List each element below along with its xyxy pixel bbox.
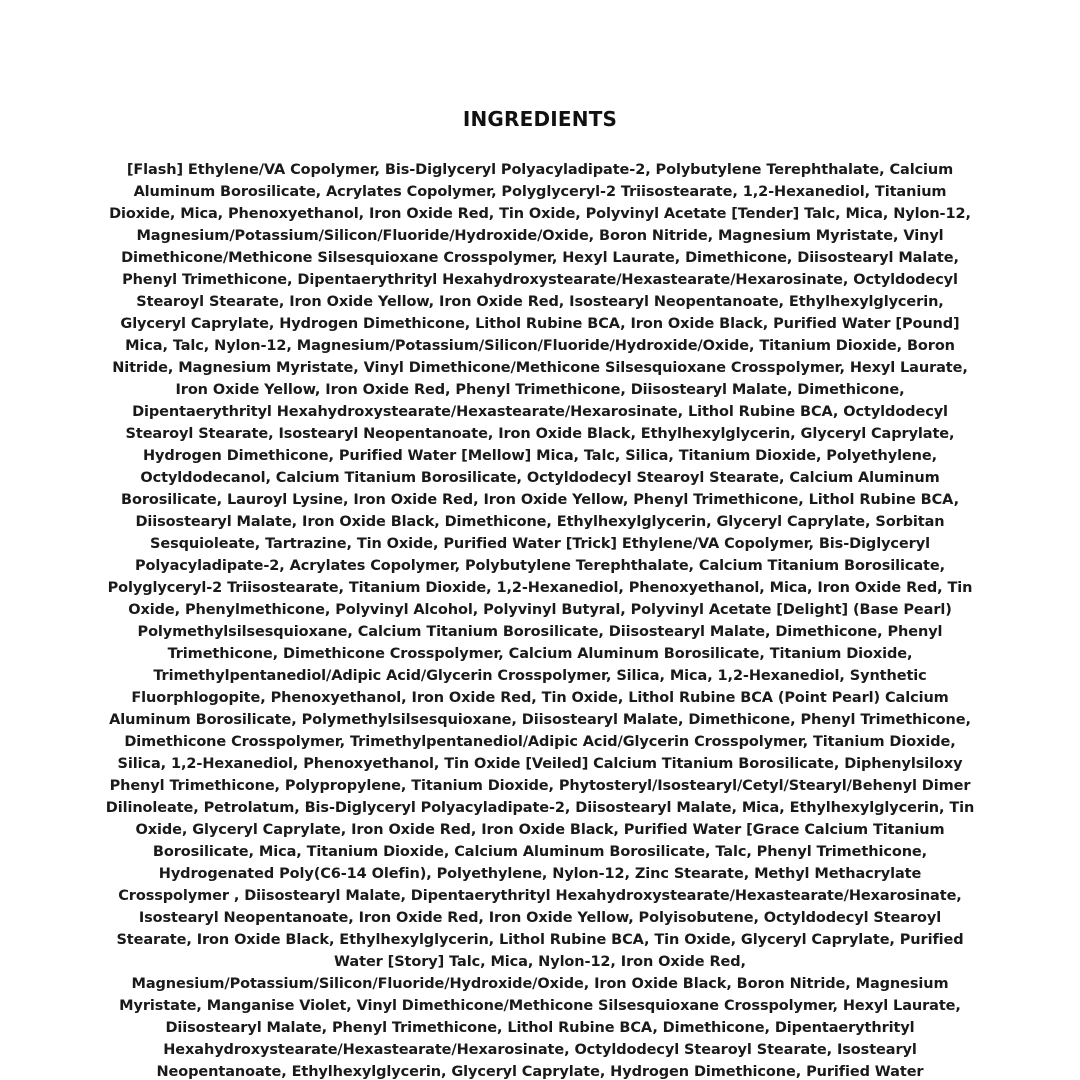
ingredients-list: [Flash] Ethylene/VA Copolymer, Bis-Diglyceryl Polyacyladipate-2, Polybutylene Terephthalate, Calcium Aluminum Borosilicate, Acrylates Copolymer, Polyglyceryl-2 Triisostearate, 1,2-Hexanediol, Titanium Dioxide, Mica, Phenoxyethanol, Iron Oxide Red, Tin Oxide, Polyvinyl Acetate [Tender] Talc, Mica, Nylon-12, Magnesium/Potassium/Silicon/Fluoride/Hydroxide/Oxide, Boron Nitride, Magnesium Myristate, Vinyl Dimethicone/Methicone Silsesquioxane Crosspolymer, Hexyl Laurate, Dimethicone, Diisostearyl Malate, Phenyl Trimethicone, Dipentaerythrityl Hexahydroxystearate/Hexastearate/Hexarosinate, Octyldodecyl Stearoyl Stearate, Iron Oxide Yellow, Iron Oxide Red, Isostearyl Neopentanoate, Ethylhexylglycerin, Glyceryl Caprylate, Hydrogen Dimethicone, Lithol Rubine BCA, Iron Oxide Black, Purified Water [Pound] Mica, Talc, Nylon-12, Magnesium/Potassium/Silicon/Fluoride/Hydroxide/Oxide, Titanium Dioxide, Boron Nitride, Magnesium Myristate, Vinyl Dimethicone/Methicone Silsesquioxane Crosspolymer, Hexyl Laurate, Iron Oxide Yellow, Iron Oxide Red, Phenyl Trimethicone, Diisostearyl Malate, Dimethicone, Dipentaerythrityl Hexahydroxystearate/Hexastearate/Hexarosinate, Lithol Rubine BCA, Octyldodecyl Stearoyl Stearate, Isostearyl Neopentanoate, Iron Oxide Black, Ethylhexylglycerin, Glyceryl Caprylate, Hydrogen Dimethicone, Purified Water [Mellow] Mica, Talc, Silica, Titanium Dioxide, Polyethylene, Octyldodecanol, Calcium Titanium Borosilicate, Octyldodecyl Stearoyl Stearate, Calcium Aluminum Borosilicate, Lauroyl Lysine, Iron Oxide Red, Iron Oxide Yellow, Phenyl Trimethicone, Lithol Rubine BCA, Diisostearyl Malate, Iron Oxide Black, Dimethicone, Ethylhexylglycerin, Glyceryl Caprylate, Sorbitan Sesquioleate, Tartrazine, Tin Oxide, Purified Water [Trick] Ethylene/VA Copolymer, Bis-Diglyceryl Polyacyladipate-2, Acrylates Copolymer, Polybutylene Terephthalate, Calcium Titanium Borosilicate, Polyglyceryl-2 Triisostearate, Titanium Dioxide, 1,2-Hexanediol, Phenoxyethanol, Mica, Iron Oxide Red, Tin Oxide, Phenylmethicone, Polyvinyl Alcohol, Polyvinyl Butyral, Polyvinyl Acetate [Delight] (Base Pearl) Polymethylsilsesquioxane, Calcium Titanium Borosilicate, Diisostearyl Malate, Dimethicone, Phenyl Trimethicone, Dimethicone Crosspolymer, Calcium Aluminum Borosilicate, Titanium Dioxide, Trimethylpentanediol/Adipic Acid/Glycerin Crosspolymer, Silica, Mica, 1,2-Hexanediol, Synthetic Fluorphlogopite, Phenoxyethanol, Iron Oxide Red, Tin Oxide, Lithol Rubine BCA (Point Pearl) Calcium Aluminum Borosilicate, Polymethylsilsesquioxane, Diisostearyl Malate, Dimethicone, Phenyl Trimethicone, Dimethicone Crosspolymer, Trimethylpentanediol/Adipic Acid/Glycerin Crosspolymer, Titanium Dioxide, Silica, 1,2-Hexanediol, Phenoxyethanol, Tin Oxide [Veiled] Calcium Titanium Borosilicate, Diphenylsiloxy Phenyl Trimethicone, Polypropylene, Titanium Dioxide, Phytosteryl/Isostearyl/Cetyl/Stearyl/Behenyl Dimer Dilinoleate, Petrolatum, Bis-Diglyceryl Polyacyladipate-2, Diisostearyl Malate, Mica, Ethylhexylglycerin, Tin Oxide, Glyceryl Caprylate, Iron Oxide Red, Iron Oxide Black, Purified Water [Grace Calcium Titanium Borosilicate, Mica, Titanium Dioxide, Calcium Aluminum Borosilicate, Talc, Phenyl Trimethicone, Hydrogenated Poly(C6-14 Olefin), Polyethylene, Nylon-12, Zinc Stearate, Methyl Methacrylate Crosspolymer , Diisostearyl Malate, Dipentaerythrityl Hexahydroxystearate/Hexastearate/Hexarosinate, Isostearyl Neopentanoate, Iron Oxide Red, Iron Oxide Yellow, Polyisobutene, Octyldodecyl Stearoyl Stearate, Iron Oxide Black, Ethylhexylglycerin, Lithol Rubine BCA, Tin Oxide, Glyceryl Caprylate, Purified Water [Story] Talc, Mica, Nylon-12, Iron Oxide Red, Magnesium/Potassium/Silicon/Fluoride/Hydroxide/Oxide, Iron Oxide Black, Boron Nitride, Magnesium Myristate, Manganise Violet, Vinyl Dimethicone/Methicone Silsesquioxane Crosspolymer, Hexyl Laurate, Diisostearyl Malate, Phenyl Trimethicone, Lithol Rubine BCA, Dimethicone, Dipentaerythrityl Hexahydroxystearate/Hexastearate/Hexarosinate, Octyldodecyl Stearoyl Stearate, Isostearyl Neopentanoate, Ethylhexylglycerin, Glyceryl Caprylate, Hydrogen Dimethicone, Purified Water [105, 162, 975, 1080]
page-title: INGREDIENTS [462, 107, 618, 131]
